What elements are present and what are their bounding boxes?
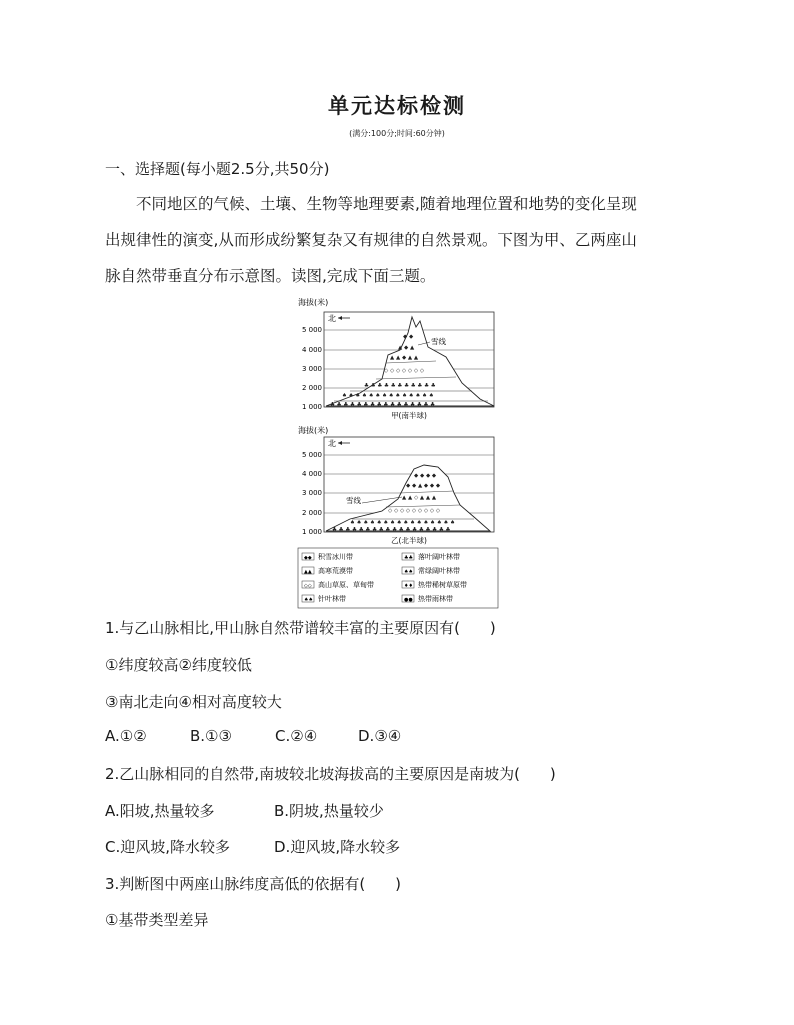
legend-item bbox=[402, 594, 453, 603]
svg-text:▲ ◆ ▲: ▲ ◆ ▲ bbox=[398, 345, 415, 351]
exam-info: (满分:100分;时间:60分钟) bbox=[349, 129, 445, 138]
chart-yi-tick: 3 000 bbox=[301, 489, 322, 497]
q1-option-c[interactable]: C.②④ bbox=[275, 727, 318, 745]
legend-label: 常绿阔叶林带 bbox=[418, 567, 460, 575]
svg-text:♠♠: ♠♠ bbox=[404, 569, 413, 575]
legend-item bbox=[402, 566, 460, 575]
chart-jia-caption: 甲(南半球) bbox=[391, 411, 427, 420]
legend-label: 热带雨林带 bbox=[418, 595, 453, 603]
chart-jia-tick: 5 000 bbox=[301, 326, 322, 334]
svg-text:●●: ●● bbox=[404, 597, 413, 603]
chart-jia-tick: 4 000 bbox=[301, 346, 322, 354]
intro-line-2: 出规律性的演变,从而形成纷繁复杂又有规律的自然景观。下图为甲、乙两座山 bbox=[105, 231, 637, 249]
svg-text:▲▲: ▲▲ bbox=[304, 569, 312, 575]
svg-text:♠♠: ♠♠ bbox=[304, 597, 313, 603]
chart-yi-tick: 2 000 bbox=[301, 509, 322, 517]
question-1-statements-1: ①纬度较高②纬度较低 bbox=[105, 656, 252, 674]
chart-jia-north: 北 bbox=[328, 314, 336, 323]
chart-yi bbox=[298, 425, 494, 545]
svg-text:◇ ◇ ◇ ◇ ◇ ◇ ◇: ◇ ◇ ◇ ◇ ◇ ◇ ◇ bbox=[384, 368, 425, 374]
legend bbox=[298, 548, 498, 608]
chart-jia-tick: 3 000 bbox=[301, 365, 322, 373]
vertical-zonation-figure bbox=[290, 293, 510, 613]
q1-option-b[interactable]: B.①③ bbox=[190, 727, 232, 745]
svg-text:♣♣: ♣♣ bbox=[404, 555, 413, 561]
intro-line-3: 脉自然带垂直分布示意图。读图,完成下面三题。 bbox=[105, 267, 436, 285]
legend-item bbox=[302, 580, 374, 589]
chart-yi-ylabel: 海拔(米) bbox=[298, 426, 329, 435]
svg-text:♣ ♣ ♣ ♣ ♣ ♣ ♣ ♣ ♣ ♣ ♣ ♣ ♣ ♣ ♣: ♣ ♣ ♣ ♣ ♣ ♣ ♣ ♣ ♣ ♣ ♣ ♣ ♣ ♣ ♣ ♣ bbox=[330, 402, 436, 408]
legend-label: 积雪冰川带 bbox=[318, 553, 353, 561]
q2-option-d[interactable]: D.迎风坡,降水较多 bbox=[274, 838, 401, 856]
question-3-statement-1: ①基带类型差异 bbox=[105, 911, 209, 929]
question-1-statements-2: ③南北走向④相对高度较大 bbox=[105, 693, 282, 711]
chart-yi-tick: 4 000 bbox=[301, 470, 322, 478]
chart-jia-ylabel: 海拔(米) bbox=[298, 298, 329, 307]
legend-item bbox=[402, 552, 460, 561]
svg-text:♦♦: ♦♦ bbox=[404, 583, 413, 589]
intro-line-1: 不同地区的气候、土壤、生物等地理要素,随着地理位置和地势的变化呈现 bbox=[136, 195, 637, 213]
q1-option-a[interactable]: A.①② bbox=[105, 727, 147, 745]
legend-label: 针叶林带 bbox=[318, 595, 346, 603]
chart-yi-tick: 5 000 bbox=[301, 451, 322, 459]
page-title: 单元达标检测 bbox=[328, 94, 466, 118]
chart-yi-snowline: 雪线 bbox=[346, 496, 361, 505]
svg-text:♣ ♣ ♣ ♣ ♣ ♣ ♣ ♣ ♣ ♣ ♣ ♣ ♣ ♣ ♣: ♣ ♣ ♣ ♣ ♣ ♣ ♣ ♣ ♣ ♣ ♣ ♣ ♣ ♣ ♣ ♣ ♣ ♣ bbox=[332, 527, 451, 533]
svg-text:♠ ♠ ♠ ♠ ♠ ♠ ♠ ♠ ♠ ♠ ♠ ♠ ♠ ♠ ♠: ♠ ♠ ♠ ♠ ♠ ♠ ♠ ♠ ♠ ♠ ♠ ♠ ♠ ♠ ♠ ♠ bbox=[350, 520, 456, 526]
q2-option-c[interactable]: C.迎风坡,降水较多 bbox=[105, 838, 231, 856]
intro-paragraph bbox=[105, 186, 690, 294]
chart-jia-snowline: 雪线 bbox=[431, 337, 446, 346]
legend-label: 热带稀树草原带 bbox=[418, 581, 467, 589]
svg-text:◆◆: ◆◆ bbox=[304, 555, 312, 561]
q2-option-a[interactable]: A.阳坡,热量较多 bbox=[105, 802, 215, 820]
legend-label: 高寒荒漠带 bbox=[318, 567, 353, 575]
svg-text:◇ ◇ ◇ ◇ ◇ ◇ ◇ ◇ ◇: ◇ ◇ ◇ ◇ ◇ ◇ ◇ ◇ ◇ bbox=[388, 508, 441, 514]
chart-jia-tick: 1 000 bbox=[301, 403, 322, 411]
legend-label: 落叶阔叶林带 bbox=[418, 553, 460, 561]
chart-yi-tick: 1 000 bbox=[301, 528, 322, 536]
question-3-stem: 3.判断图中两座山脉纬度高低的依据有( ) bbox=[105, 875, 402, 893]
legend-item bbox=[302, 552, 353, 561]
svg-text:◆ ◆: ◆ ◆ bbox=[403, 334, 414, 340]
svg-text:◆ ◆ ▲ ◆ ◆ ◆: ◆ ◆ ▲ ◆ ◆ ◆ bbox=[406, 483, 441, 489]
question-2-stem: 2.乙山脉相同的自然带,南坡较北坡海拔高的主要原因是南坡为( ) bbox=[105, 765, 556, 783]
chart-jia bbox=[298, 297, 494, 420]
svg-text:▲ ▲ ◇ ▲ ▲ ▲: ▲ ▲ ◇ ▲ ▲ ▲ bbox=[402, 495, 437, 501]
svg-text:◆ ◆ ◆ ◆: ◆ ◆ ◆ ◆ bbox=[414, 473, 437, 479]
question-1-stem: 1.与乙山脉相比,甲山脉自然带谱较丰富的主要原因有( ) bbox=[105, 619, 496, 637]
svg-text:♣ ♣ ♣ ♣ ♣ ♣ ♣ ♣ ♣ ♣ ♣: ♣ ♣ ♣ ♣ ♣ ♣ ♣ ♣ ♣ ♣ ♣ bbox=[364, 383, 436, 389]
chart-jia-tick: 2 000 bbox=[301, 384, 322, 392]
svg-text:♠ ♠ ♠ ♠ ♠ ♠ ♠ ♠ ♠ ♠ ♠ ♠ ♠ ♠: ♠ ♠ ♠ ♠ ♠ ♠ ♠ ♠ ♠ ♠ ♠ ♠ ♠ ♠ bbox=[342, 393, 434, 399]
svg-text:▲ ▲ ◆ ▲ ▲: ▲ ▲ ◆ ▲ ▲ bbox=[390, 355, 419, 361]
q2-option-b[interactable]: B.阴坡,热量较少 bbox=[274, 802, 384, 820]
chart-yi-north: 北 bbox=[328, 439, 336, 448]
legend-item bbox=[302, 594, 346, 603]
legend-label: 高山草原、草甸带 bbox=[318, 581, 374, 589]
svg-text:◇◇: ◇◇ bbox=[304, 583, 312, 589]
legend-item bbox=[402, 580, 467, 589]
q1-option-d[interactable]: D.③④ bbox=[358, 727, 402, 745]
chart-yi-caption: 乙(北半球) bbox=[391, 536, 427, 545]
legend-item bbox=[302, 566, 353, 575]
section-heading: 一、选择题(每小题2.5分,共50分) bbox=[105, 160, 330, 178]
